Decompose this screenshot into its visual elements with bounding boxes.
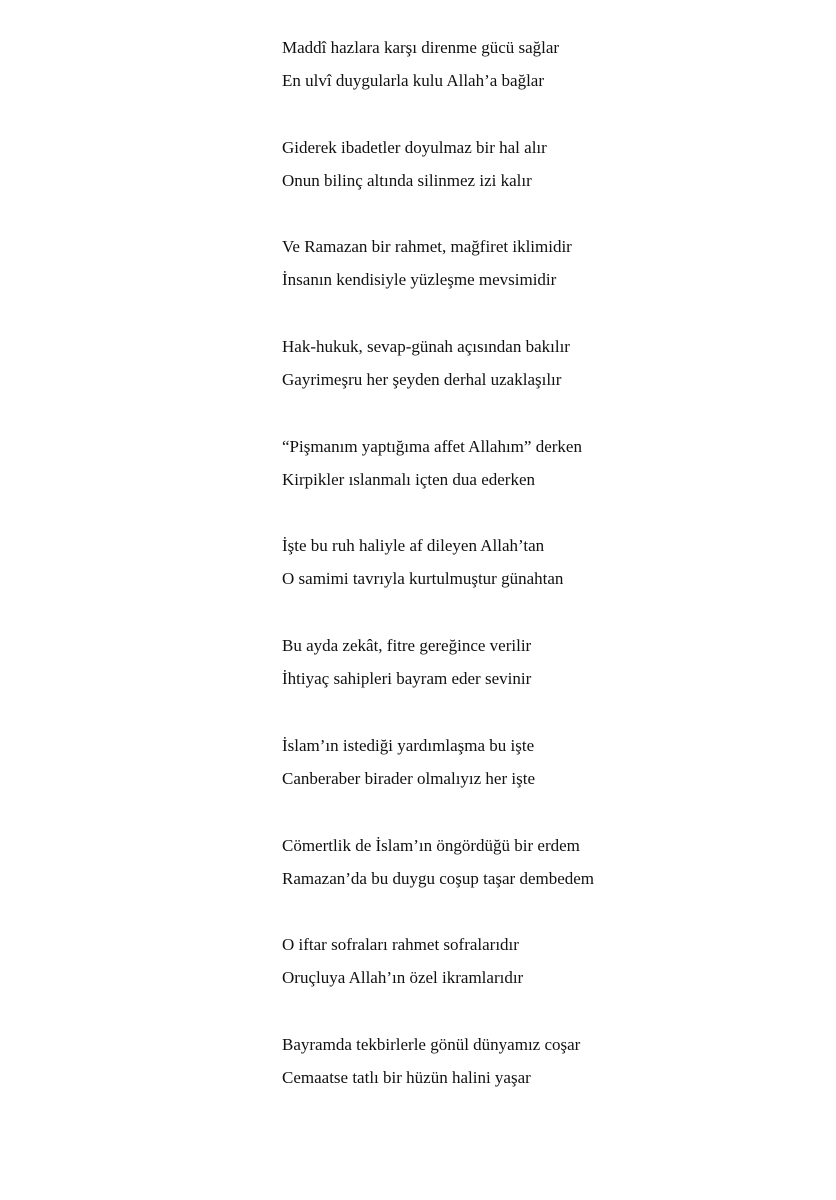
stanza <box>282 435 782 535</box>
poem-line: Kirpikler ıslanmalı içten dua ederken <box>282 469 536 489</box>
poem-line: Giderek ibadetler doyulmaz bir hal alır <box>282 137 547 157</box>
stanza <box>282 335 782 435</box>
poem-line: Hak-hukuk, sevap-günah açısından bakılır <box>282 337 570 357</box>
poem-line: Bu ayda zekât, fitre gereğince verilir <box>282 636 532 656</box>
poem-line: İhtiyaç sahipleri bayram eder sevinir <box>282 669 532 689</box>
poem-line: Onun bilinç altında silinmez izi kalır <box>282 170 532 190</box>
poem-line: Gayrimeşru her şeyden derhal uzaklaşılır <box>282 370 562 390</box>
poem-line: Oruçluya Allah’ın özel ikramlarıdır <box>282 968 524 988</box>
poem-line: İşte bu ruh haliyle af dileyen Allah’tan <box>282 536 545 556</box>
stanza <box>282 235 782 335</box>
poem-line: O iftar sofraları rahmet sofralarıdır <box>282 935 519 955</box>
poem-line: Cemaatse tatlı bir hüzün halini yaşar <box>282 1067 531 1087</box>
poem-body <box>282 36 782 1133</box>
stanza <box>282 1033 782 1133</box>
poem-line: Ve Ramazan bir rahmet, mağfiret iklimidir <box>282 237 572 257</box>
stanza <box>282 933 782 1033</box>
stanza <box>282 734 782 834</box>
stanza <box>282 834 782 934</box>
poem-line: Canberaber birader olmalıyız her işte <box>282 768 535 788</box>
poem-line: En ulvî duygularla kulu Allah’a bağlar <box>282 71 545 90</box>
poem-line: “Pişmanım yaptığıma affet Allahım” derken <box>282 436 582 456</box>
poem-line: İslam’ın istediği yardımlaşma bu işte <box>282 735 535 755</box>
poem-line: Ramazan’da bu duygu coşup taşar dembedem <box>282 868 595 888</box>
stanza <box>282 534 782 634</box>
poem-line: Bayramda tekbirlerle gönül dünyamız coşar <box>282 1034 581 1054</box>
stanza <box>282 136 782 236</box>
stanza <box>282 634 782 734</box>
stanza <box>282 36 782 136</box>
poem-line: İnsanın kendisiyle yüzleşme mevsimidir <box>282 270 557 290</box>
poem-line: Maddî hazlara karşı direnme gücü sağlar <box>282 38 560 57</box>
poem-line: Cömertlik de İslam’ın öngördüğü bir erdem <box>282 835 580 855</box>
poem-line: O samimi tavrıyla kurtulmuştur günahtan <box>282 569 564 589</box>
